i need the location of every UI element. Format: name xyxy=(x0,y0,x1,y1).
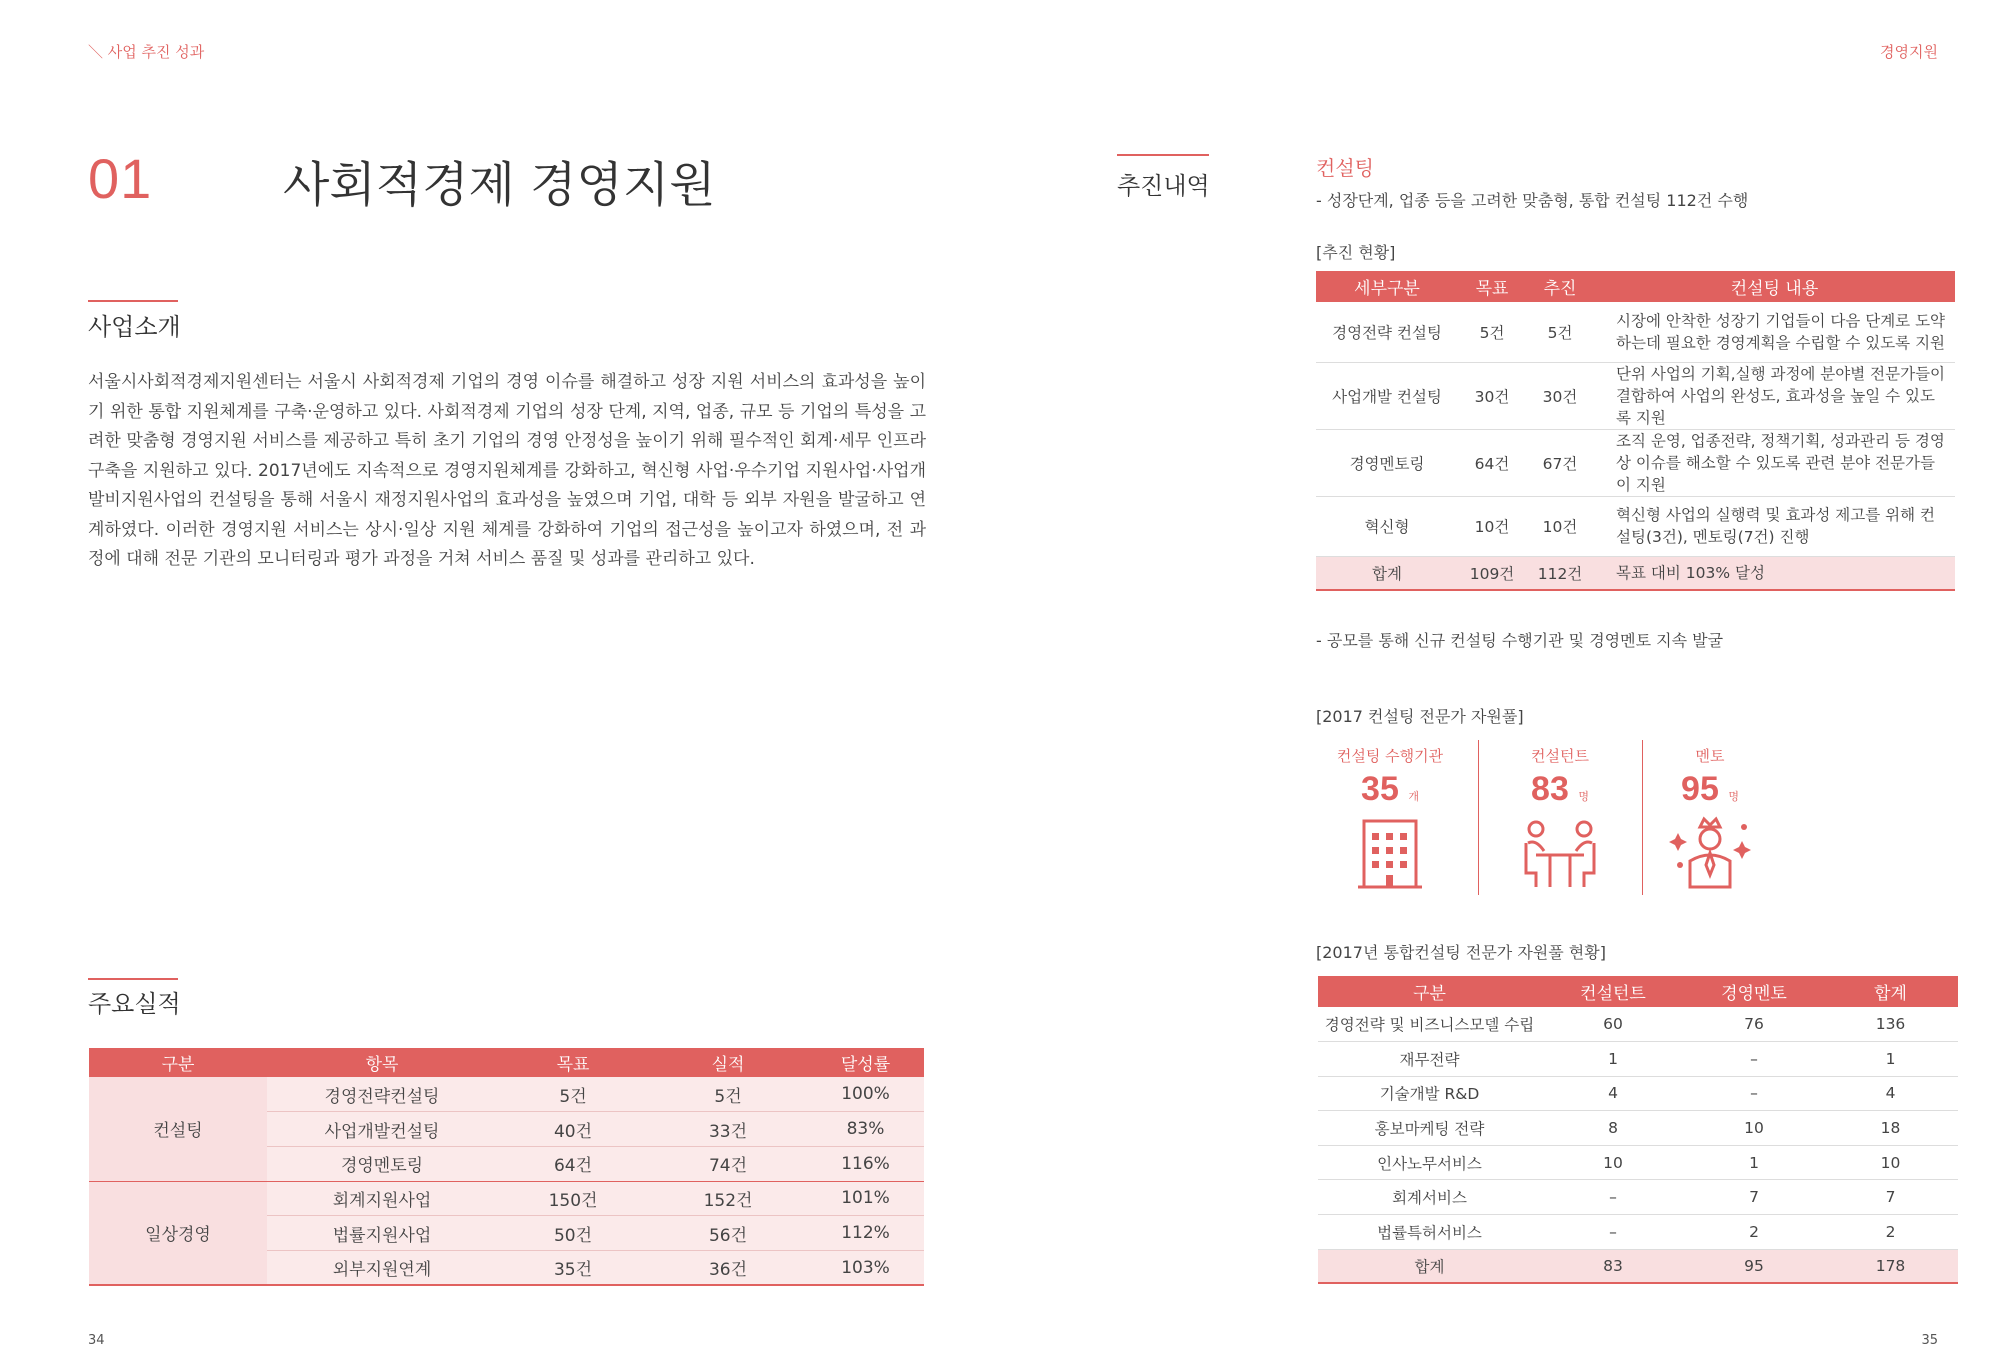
cell-desc: 혁신형 사업의 실행력 및 효과성 제고를 위해 컨설팅(3건), 멘토링(7건) 진행 xyxy=(1594,496,1955,556)
cell-target: 5건 xyxy=(1458,302,1526,362)
cell-item: 외부지원연계 xyxy=(267,1250,497,1285)
cell-value: 18 xyxy=(1823,1111,1958,1146)
col-header: 목표 xyxy=(1458,271,1526,302)
group-label: 일상경영 xyxy=(89,1181,267,1285)
stat-value: 83 명 xyxy=(1531,770,1589,808)
section-name: 경영지원 xyxy=(1880,43,1938,61)
cell-value: 1 xyxy=(1541,1042,1685,1077)
col-header: 경영멘토 xyxy=(1685,976,1823,1007)
cell-value: 60 xyxy=(1541,1007,1685,1042)
cell-type: 합계 xyxy=(1316,556,1458,590)
col-header: 구분 xyxy=(89,1048,267,1077)
cell-value: 7 xyxy=(1685,1180,1823,1215)
cell-category: 합계 xyxy=(1318,1249,1541,1283)
cell-rate: 101% xyxy=(807,1181,924,1216)
table-row xyxy=(1318,1111,1958,1146)
cell-value: – xyxy=(1541,1180,1685,1215)
cell-actual: 36건 xyxy=(649,1250,807,1285)
cell-item: 법률지원사업 xyxy=(267,1216,497,1251)
cell-actual: 152건 xyxy=(649,1181,807,1216)
cell-target: 40건 xyxy=(497,1112,649,1147)
cell-done: 30건 xyxy=(1526,362,1594,429)
cell-value: 2 xyxy=(1823,1215,1958,1250)
results-heading: 주요실적 xyxy=(88,990,181,1018)
cell-desc: 목표 대비 103% 달성 xyxy=(1594,556,1955,590)
cell-target: 50건 xyxy=(497,1216,649,1251)
table-row xyxy=(1318,1076,1958,1111)
cell-value: 10 xyxy=(1823,1145,1958,1180)
intro-body: 서울시사회적경제지원센터는 서울시 사회적경제 기업의 경영 이슈를 해결하고 성장 지원 서비스의 효과성을 높이기 위한 통합 지원체계를 구축·운영하고 있다. 사회적경제 기업의 성장 단계, 지역, 업종, 규모 등 기업의 특성을 고려한 맞춤형 경영지원 서비스를 제공하고 특히 초기 기업의 경영 안정성을 높이기 위해 필수적인 회계·세무 인프라 구축을 지원하고 있다. 2017년에도 지속적으로 경영지원체계를 강화하고, 혁신형 사업·우수기업 지원사업·사업개발비지원사업의 컨설팅을 통해 서울시 재정지원사업의 효과성을 높였으며 기업, 대학 등 외부 자원을 발굴하고 연계하였다. 이러한 경영지원 서비스는 상시·일상 지원 체계를 강화하여 기업의 접근성을 높이고자 하였으며, 전 과정에 대해 전문 기관의 모니터링과 평가 과정을 거쳐 서비스 품질 및 성과를 관리하고 있다. xyxy=(88,372,926,569)
stat-value: 35 개 xyxy=(1361,770,1419,808)
cell-value: 8 xyxy=(1541,1111,1685,1146)
col-header: 세부구분 xyxy=(1316,271,1458,302)
cell-desc: 단위 사업의 기획,실행 과정에 분야별 전문가들이 결합하여 사업의 완성도, 효과성을 높일 수 있도록 지원 xyxy=(1594,362,1955,429)
cell-value: – xyxy=(1685,1076,1823,1111)
cell-target: 5건 xyxy=(497,1077,649,1112)
cell-category: 홍보마케팅 전략 xyxy=(1318,1111,1541,1146)
cell-type: 경영멘토링 xyxy=(1316,429,1458,496)
col-header: 항목 xyxy=(267,1048,497,1077)
cell-rate: 112% xyxy=(807,1216,924,1251)
table-row xyxy=(1316,362,1955,429)
stat-label: 컨설팅 수행기관 xyxy=(1336,747,1444,765)
cell-actual: 74건 xyxy=(649,1146,807,1181)
cell-value: 4 xyxy=(1541,1076,1685,1111)
cell-actual: 33건 xyxy=(649,1112,807,1147)
col-header: 합계 xyxy=(1823,976,1958,1007)
cell-value: 95 xyxy=(1685,1249,1823,1283)
cell-category: 기술개발 R&D xyxy=(1318,1076,1541,1111)
intro-rule xyxy=(88,300,178,302)
cell-value: 2 xyxy=(1685,1215,1823,1250)
results-table xyxy=(89,1048,924,1286)
cell-done: 67건 xyxy=(1526,429,1594,496)
integrated-caption: [2017년 통합컨설팅 전문가 자원풀 현황] xyxy=(1316,943,1606,962)
page-number-left: 34 xyxy=(88,1333,105,1348)
cell-value: 136 xyxy=(1823,1007,1958,1042)
section-number: 01 xyxy=(88,147,153,210)
cell-rate: 100% xyxy=(807,1077,924,1112)
stat-label: 멘토 xyxy=(1695,747,1725,765)
cell-rate: 103% xyxy=(807,1250,924,1285)
status-caption: [추진 현황] xyxy=(1316,243,1396,262)
page-title: 사회적경제 경영지원 xyxy=(283,157,716,213)
col-header: 컨설팅 내용 xyxy=(1594,271,1955,302)
cell-desc: 조직 운영, 업종전략, 정책기획, 성과관리 등 경영상 이슈를 해소할 수 있도록 관련 분야 전문가들이 지원 xyxy=(1594,429,1955,496)
cell-value: 83 xyxy=(1541,1249,1685,1283)
cell-type: 혁신형 xyxy=(1316,496,1458,556)
stat-organizations xyxy=(1300,745,1480,897)
integrated-table xyxy=(1318,976,1958,1284)
cell-item: 경영전략컨설팅 xyxy=(267,1077,497,1112)
cell-category: 법률특허서비스 xyxy=(1318,1215,1541,1250)
cell-target: 10건 xyxy=(1458,496,1526,556)
cell-item: 사업개발컨설팅 xyxy=(267,1112,497,1147)
table-row xyxy=(1316,496,1955,556)
building-icon xyxy=(1300,813,1480,893)
cell-type: 경영전략 컨설팅 xyxy=(1316,302,1458,362)
cell-value: 10 xyxy=(1685,1111,1823,1146)
table-row xyxy=(89,1077,924,1112)
cell-value: 4 xyxy=(1823,1076,1958,1111)
cell-target: 30건 xyxy=(1458,362,1526,429)
progress-label: 추진내역 xyxy=(1117,172,1210,200)
stat-value: 95 명 xyxy=(1681,770,1739,808)
table-row xyxy=(1318,1145,1958,1180)
cell-value: 76 xyxy=(1685,1007,1823,1042)
cell-value: – xyxy=(1685,1042,1823,1077)
cell-category: 재무전략 xyxy=(1318,1042,1541,1077)
breadcrumb: ＼ 사업 추진 성과 xyxy=(88,43,205,61)
consulting-bullet-2: - 공모를 통해 신규 컨설팅 수행기관 및 경영멘토 지속 발굴 xyxy=(1316,631,1724,650)
progress-rule xyxy=(1117,154,1209,156)
cell-item: 경영멘토링 xyxy=(267,1146,497,1181)
group-label: 컨설팅 xyxy=(89,1077,267,1181)
cell-actual: 56건 xyxy=(649,1216,807,1251)
mentor-icon xyxy=(1620,813,1800,893)
cell-rate: 116% xyxy=(807,1146,924,1181)
cell-target: 150건 xyxy=(497,1181,649,1216)
cell-desc: 시장에 안착한 성장기 기업들이 다음 단계로 도약하는데 필요한 경영계획을 수립할 수 있도록 지원 xyxy=(1594,302,1955,362)
total-row xyxy=(1316,556,1955,590)
cell-done: 5건 xyxy=(1526,302,1594,362)
cell-category: 경영전략 및 비즈니스모델 수립 xyxy=(1318,1007,1541,1042)
cell-rate: 83% xyxy=(807,1112,924,1147)
cell-type: 사업개발 컨설팅 xyxy=(1316,362,1458,429)
cell-value: 1 xyxy=(1823,1042,1958,1077)
cell-done: 10건 xyxy=(1526,496,1594,556)
cell-target: 109건 xyxy=(1458,556,1526,590)
cell-target: 64건 xyxy=(1458,429,1526,496)
col-header: 추진 xyxy=(1526,271,1594,302)
intro-heading: 사업소개 xyxy=(88,313,181,341)
col-header: 달성률 xyxy=(807,1048,924,1077)
col-header: 실적 xyxy=(649,1048,807,1077)
table-row xyxy=(1318,1007,1958,1042)
cell-item: 회계지원사업 xyxy=(267,1181,497,1216)
table-row xyxy=(1316,302,1955,362)
cell-category: 회계서비스 xyxy=(1318,1180,1541,1215)
stat-mentors xyxy=(1620,745,1800,897)
cell-value: 1 xyxy=(1685,1145,1823,1180)
total-row xyxy=(1318,1249,1958,1283)
col-header: 구분 xyxy=(1318,976,1541,1007)
pool-caption: [2017 컨설팅 전문가 자원풀] xyxy=(1316,707,1524,726)
cell-actual: 5건 xyxy=(649,1077,807,1112)
table-row xyxy=(1318,1042,1958,1077)
cell-value: 7 xyxy=(1823,1180,1958,1215)
cell-target: 35건 xyxy=(497,1250,649,1285)
col-header: 목표 xyxy=(497,1048,649,1077)
consulting-heading: 컨설팅 xyxy=(1316,156,1374,180)
consulting-bullet-1: - 성장단계, 업종 등을 고려한 맞춤형, 통합 컨설팅 112건 수행 xyxy=(1316,191,1749,210)
table-row xyxy=(1318,1180,1958,1215)
table-row xyxy=(1316,429,1955,496)
col-header: 컨설턴트 xyxy=(1541,976,1685,1007)
page-number-right: 35 xyxy=(1921,1333,1938,1348)
cell-value: 10 xyxy=(1541,1145,1685,1180)
stat-label: 컨설턴트 xyxy=(1531,747,1589,765)
cell-category: 인사노무서비스 xyxy=(1318,1145,1541,1180)
results-rule xyxy=(88,978,178,980)
consulting-status-table xyxy=(1316,271,1955,591)
cell-done: 112건 xyxy=(1526,556,1594,590)
table-row xyxy=(1318,1215,1958,1250)
table-row xyxy=(89,1181,924,1216)
cell-value: 178 xyxy=(1823,1249,1958,1283)
cell-value: – xyxy=(1541,1215,1685,1250)
cell-target: 64건 xyxy=(497,1146,649,1181)
